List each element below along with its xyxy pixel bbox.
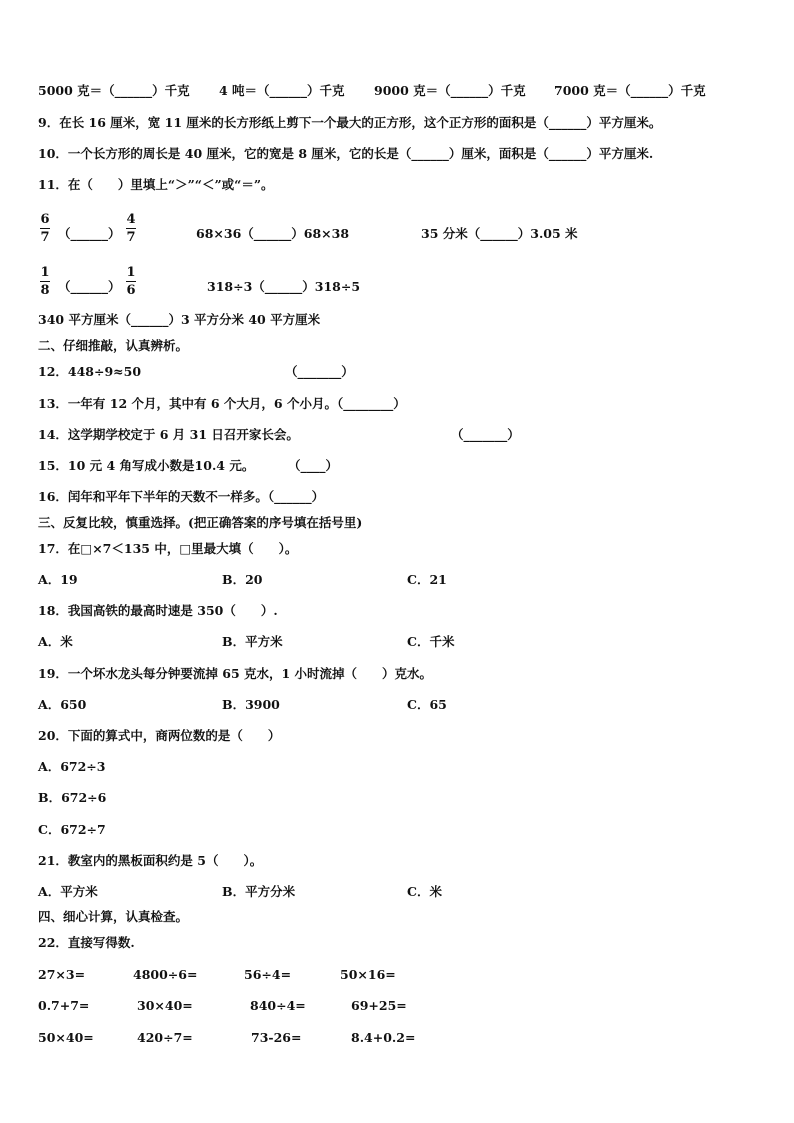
option-c: C．672÷7 — [38, 822, 106, 837]
compare-blank-2: （______） — [58, 279, 121, 294]
calc-item: 56÷4= — [244, 967, 292, 982]
denominator: 6 — [126, 283, 136, 298]
question-11: 11．在（ ）里填上“＞”“＜”或“＝”。 — [38, 177, 274, 192]
question-18: 18．我国高铁的最高时速是 350（ ）. — [38, 603, 278, 618]
calc-item: 4800÷6= — [133, 967, 198, 982]
question-12-blank: （_______） — [285, 364, 354, 379]
question-21: 21．教室内的黑板面积约是 5（ ）。 — [38, 853, 263, 868]
compare-blank-1: （______） — [58, 226, 121, 241]
question-17: 17．在□×7＜135 中，□里最大填（ ）。 — [38, 541, 298, 556]
option-a: A．平方米 — [38, 884, 98, 899]
question-16: 16．闰年和平年下半年的天数不一样多。（______） — [38, 489, 325, 504]
section-2-heading: 二、仔细推敲，认真辨析。 — [38, 338, 189, 353]
compare-product: 68×36（______）68×38 — [196, 226, 350, 241]
unit-conversion-1: 5000 克＝（______）千克 — [38, 83, 190, 98]
option-a: A．650 — [38, 697, 87, 712]
option-b: B．平方分米 — [222, 884, 296, 899]
numerator: 6 — [40, 212, 50, 227]
compare-quotient: 318÷3（______）318÷5 — [207, 279, 361, 294]
denominator: 7 — [40, 230, 50, 245]
fraction-1-8 — [40, 265, 50, 298]
question-14-blank: （_______） — [451, 427, 520, 442]
fraction-1-6 — [126, 265, 136, 298]
section-4-heading: 四、细心计算，认真检查。 — [38, 909, 189, 924]
denominator: 7 — [126, 230, 136, 245]
question-13: 13．一年有 12 个月，其中有 6 个大月，6 个小月。（________） — [38, 396, 406, 411]
option-c: C．米 — [407, 884, 442, 899]
unit-conversion-3: 9000 克＝（______）千克 — [374, 83, 526, 98]
calc-item: 840÷4= — [250, 998, 306, 1013]
option-b: B．平方米 — [222, 634, 283, 649]
question-22: 22．直接写得数. — [38, 935, 135, 950]
denominator: 8 — [40, 283, 50, 298]
numerator: 4 — [126, 212, 136, 227]
calc-item: 69+25= — [351, 998, 407, 1013]
calc-item: 73-26= — [251, 1030, 302, 1045]
section-3-heading: 三、反复比较，慎重选择。(把正确答案的序号填在括号里) — [38, 515, 363, 530]
question-20: 20．下面的算式中，商两位数的是（ ） — [38, 728, 281, 743]
calc-item: 30×40= — [137, 998, 193, 1013]
question-19: 19．一个坏水龙头每分钟要流掉 65 克水，1 小时流掉（ ）克水。 — [38, 666, 433, 681]
question-15: 15．10 元 4 角写成小数是10.4 元。 — [38, 458, 255, 473]
calc-item: 27×3= — [38, 967, 86, 982]
compare-length: 35 分米（______）3.05 米 — [421, 226, 578, 241]
fraction-4-7 — [126, 212, 136, 245]
question-14: 14．这学期学校定于 6 月 31 日召开家长会。 — [38, 427, 299, 442]
unit-conversion-4: 7000 克＝（______）千克 — [554, 83, 706, 98]
option-b: B．20 — [222, 572, 263, 587]
unit-conversion-2: 4 吨＝（______）千克 — [219, 83, 345, 98]
option-a: A．米 — [38, 634, 73, 649]
option-a: A．19 — [38, 572, 78, 587]
calc-item: 50×16= — [340, 967, 396, 982]
calc-item: 0.7+7= — [38, 998, 90, 1013]
calc-item: 50×40= — [38, 1030, 94, 1045]
option-a: A．672÷3 — [38, 759, 106, 774]
option-c: C．65 — [407, 697, 447, 712]
option-c: C．21 — [407, 572, 447, 587]
compare-area: 340 平方厘米（______）3 平方分米 40 平方厘米 — [38, 312, 321, 327]
option-c: C．千米 — [407, 634, 455, 649]
option-b: B．672÷6 — [38, 790, 107, 805]
calc-item: 8.4+0.2= — [351, 1030, 416, 1045]
fraction-6-7 — [40, 212, 50, 245]
question-10: 10．一个长方形的周长是 40 厘米，它的宽是 8 厘米，它的长是（______）厘米，面积是（______）平方厘米. — [38, 146, 654, 161]
numerator: 1 — [40, 265, 50, 280]
question-12: 12．448÷9≈50 — [38, 364, 142, 379]
question-9: 9．在长 16 厘米，宽 11 厘米的长方形纸上剪下一个最大的正方形，这个正方形的面积是（______）平方厘米。 — [38, 115, 662, 130]
question-15-blank: （____） — [288, 458, 339, 473]
option-b: B．3900 — [222, 697, 280, 712]
calc-item: 420÷7= — [137, 1030, 193, 1045]
numerator: 1 — [126, 265, 136, 280]
